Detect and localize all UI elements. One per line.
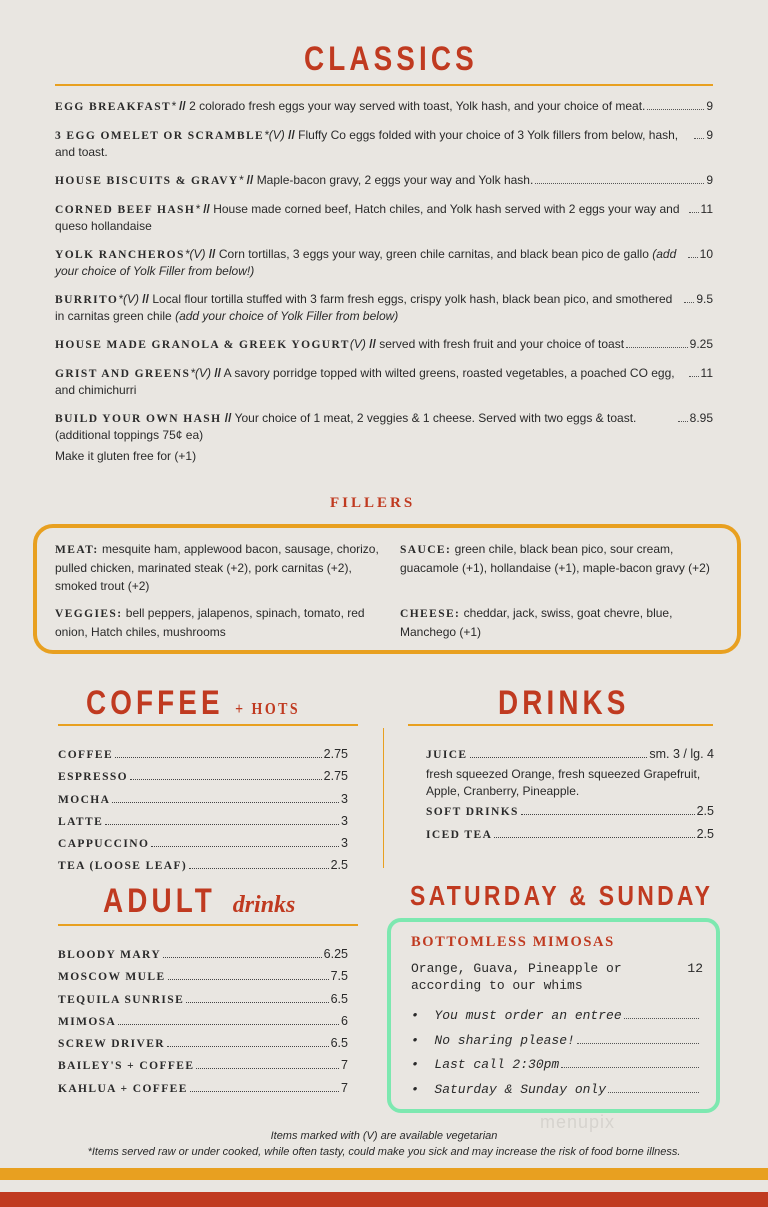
classics-rule bbox=[55, 84, 713, 86]
fillers-box bbox=[33, 524, 741, 654]
list-item: • Saturday & Sunday only bbox=[411, 1078, 701, 1103]
list-item: CAPPUCCINO 3 bbox=[58, 836, 348, 851]
menu-item: YOLK RANCHEROS*(V) // Corn tortillas, 3 eggs your way, green chile carnitas, and black bean pico de gallo (add your choice of Yolk Filler from below!) 10 bbox=[55, 247, 713, 278]
list-item: MOSCOW MULE 7.5 bbox=[58, 969, 348, 984]
menu-item: GRIST AND GREENS*(V) // A savory porridge topped with wilted greens, roasted vegetables, a poached CO egg, and chimichurri 11 bbox=[55, 366, 713, 397]
classics-title: CLASSICS bbox=[304, 40, 478, 78]
classics-list bbox=[55, 98, 713, 463]
menu-item: EGG BREAKFAST* // 2 colorado fresh eggs your way served with toast, Yolk hash, and your choice of meat. 9 bbox=[55, 99, 713, 113]
list-item: SOFT DRINKS 2.5 bbox=[426, 804, 714, 819]
drinks-rule bbox=[408, 724, 713, 726]
footer-warning: *Items served raw or under cooked, while often tasty, could make you sick and may increase the risk of food borne illness. bbox=[87, 1146, 681, 1158]
list-item: ESPRESSO 2.75 bbox=[58, 769, 348, 784]
coffee-list bbox=[58, 744, 348, 878]
fillers-sauce: SAUCE: green chile, black bean pico, sour cream, guacamole (+1), hollandaise (+1), maple-bacon gravy (+2) bbox=[400, 542, 710, 575]
weekend-title: SATURDAY & SUNDAY bbox=[410, 880, 714, 911]
menu-item: CORNED BEEF HASH* // House made corned beef, Hatch chiles, and Yolk hash served with 2 eggs your way and queso hollandaise 11 bbox=[55, 202, 713, 233]
list-item: COFFEE 2.75 bbox=[58, 747, 348, 761]
watermark: menupix bbox=[540, 1112, 616, 1132]
fillers-title: FILLERS bbox=[330, 495, 416, 511]
fillers-veggies: VEGGIES: bell peppers, jalapenos, spinach, tomato, red onion, Hatch chiles, mushrooms bbox=[55, 606, 365, 639]
coffee-title: COFFEE + HOTS bbox=[86, 684, 301, 722]
fillers-meat: MEAT: mesquite ham, applewood bacon, sausage, chorizo, pulled chicken, marinated steak (+2), pork carnitas (+2), smoked trout (+2) bbox=[55, 542, 379, 593]
footer-veg-note: Items marked with (V) are available vegetarian bbox=[270, 1130, 498, 1142]
mimosa-title: BOTTOMLESS MIMOSAS bbox=[411, 934, 615, 950]
list-item: BAILEY'S + COFFEE 7 bbox=[58, 1058, 348, 1073]
juice-desc: fresh squeezed Orange, fresh squeezed Grapefruit, Apple, Cranberry, Pineapple. bbox=[426, 767, 701, 799]
list-item: LATTE 3 bbox=[58, 813, 348, 828]
list-item: BLOODY MARY 6.25 bbox=[58, 947, 348, 961]
list-item: SCREW DRIVER 6.5 bbox=[58, 1036, 348, 1051]
list-item: • Last call 2:30pm bbox=[411, 1053, 701, 1078]
list-item: ICED TEA 2.5 bbox=[426, 826, 714, 841]
list-item: TEQUILA SUNRISE 6.5 bbox=[58, 991, 348, 1006]
adult-title: ADULT drinks bbox=[103, 882, 296, 920]
drinks-title: DRINKS bbox=[498, 684, 630, 722]
mimosa-rules bbox=[411, 1004, 701, 1102]
list-item: • No sharing please! bbox=[411, 1029, 701, 1054]
footer-stripe-orange bbox=[0, 1168, 768, 1180]
menu-item: BURRITO*(V) // Local flour tortilla stuffed with 3 farm fresh eggs, crispy yolk hash, black bean pico, and smothered in carnitas green chile (add your choice of Yolk Filler from below) 9.5 bbox=[55, 292, 713, 323]
gluten-note: Make it gluten free for (+1) bbox=[55, 449, 197, 463]
adult-rule bbox=[58, 924, 358, 926]
menu-item: 3 EGG OMELET OR SCRAMBLE*(V) // Fluffy Co eggs folded with your choice of 3 Yolk fillers from below, hash, and toast. 9 bbox=[55, 128, 713, 159]
list-item: TEA (LOOSE LEAF) 2.5 bbox=[58, 858, 348, 873]
menu-item: BUILD YOUR OWN HASH // Your choice of 1 meat, 2 veggies & 1 cheese. Served with two eggs & toast. (additional toppings 75¢ ea) 8.95 bbox=[55, 411, 713, 442]
column-divider bbox=[383, 728, 384, 868]
mimosa-desc: Orange, Guava, Pineapple or according to our whims 12 bbox=[411, 961, 703, 993]
list-item: MIMOSA 6 bbox=[58, 1013, 348, 1028]
fillers-cheese: CHEESE: cheddar, jack, swiss, goat chevre, blue, Manchego (+1) bbox=[400, 606, 673, 639]
list-item: JUICE sm. 3 / lg. 4 bbox=[426, 747, 714, 761]
mimosa-box bbox=[387, 918, 720, 1113]
menu-item: HOUSE MADE GRANOLA & GREEK YOGURT(V) // served with fresh fruit and your choice of toast 9.25 bbox=[55, 337, 713, 351]
footer-stripe-red bbox=[0, 1192, 768, 1207]
list-item: • You must order an entree bbox=[411, 1004, 701, 1029]
list-item: KAHLUA + COFFEE 7 bbox=[58, 1080, 348, 1095]
list-item: MOCHA 3 bbox=[58, 791, 348, 806]
drinks-list bbox=[426, 744, 714, 846]
adult-list bbox=[58, 944, 348, 1100]
coffee-rule bbox=[58, 724, 358, 726]
menu-item: HOUSE BISCUITS & GRAVY* // Maple-bacon gravy, 2 eggs your way and Yolk hash. 9 bbox=[55, 173, 713, 187]
